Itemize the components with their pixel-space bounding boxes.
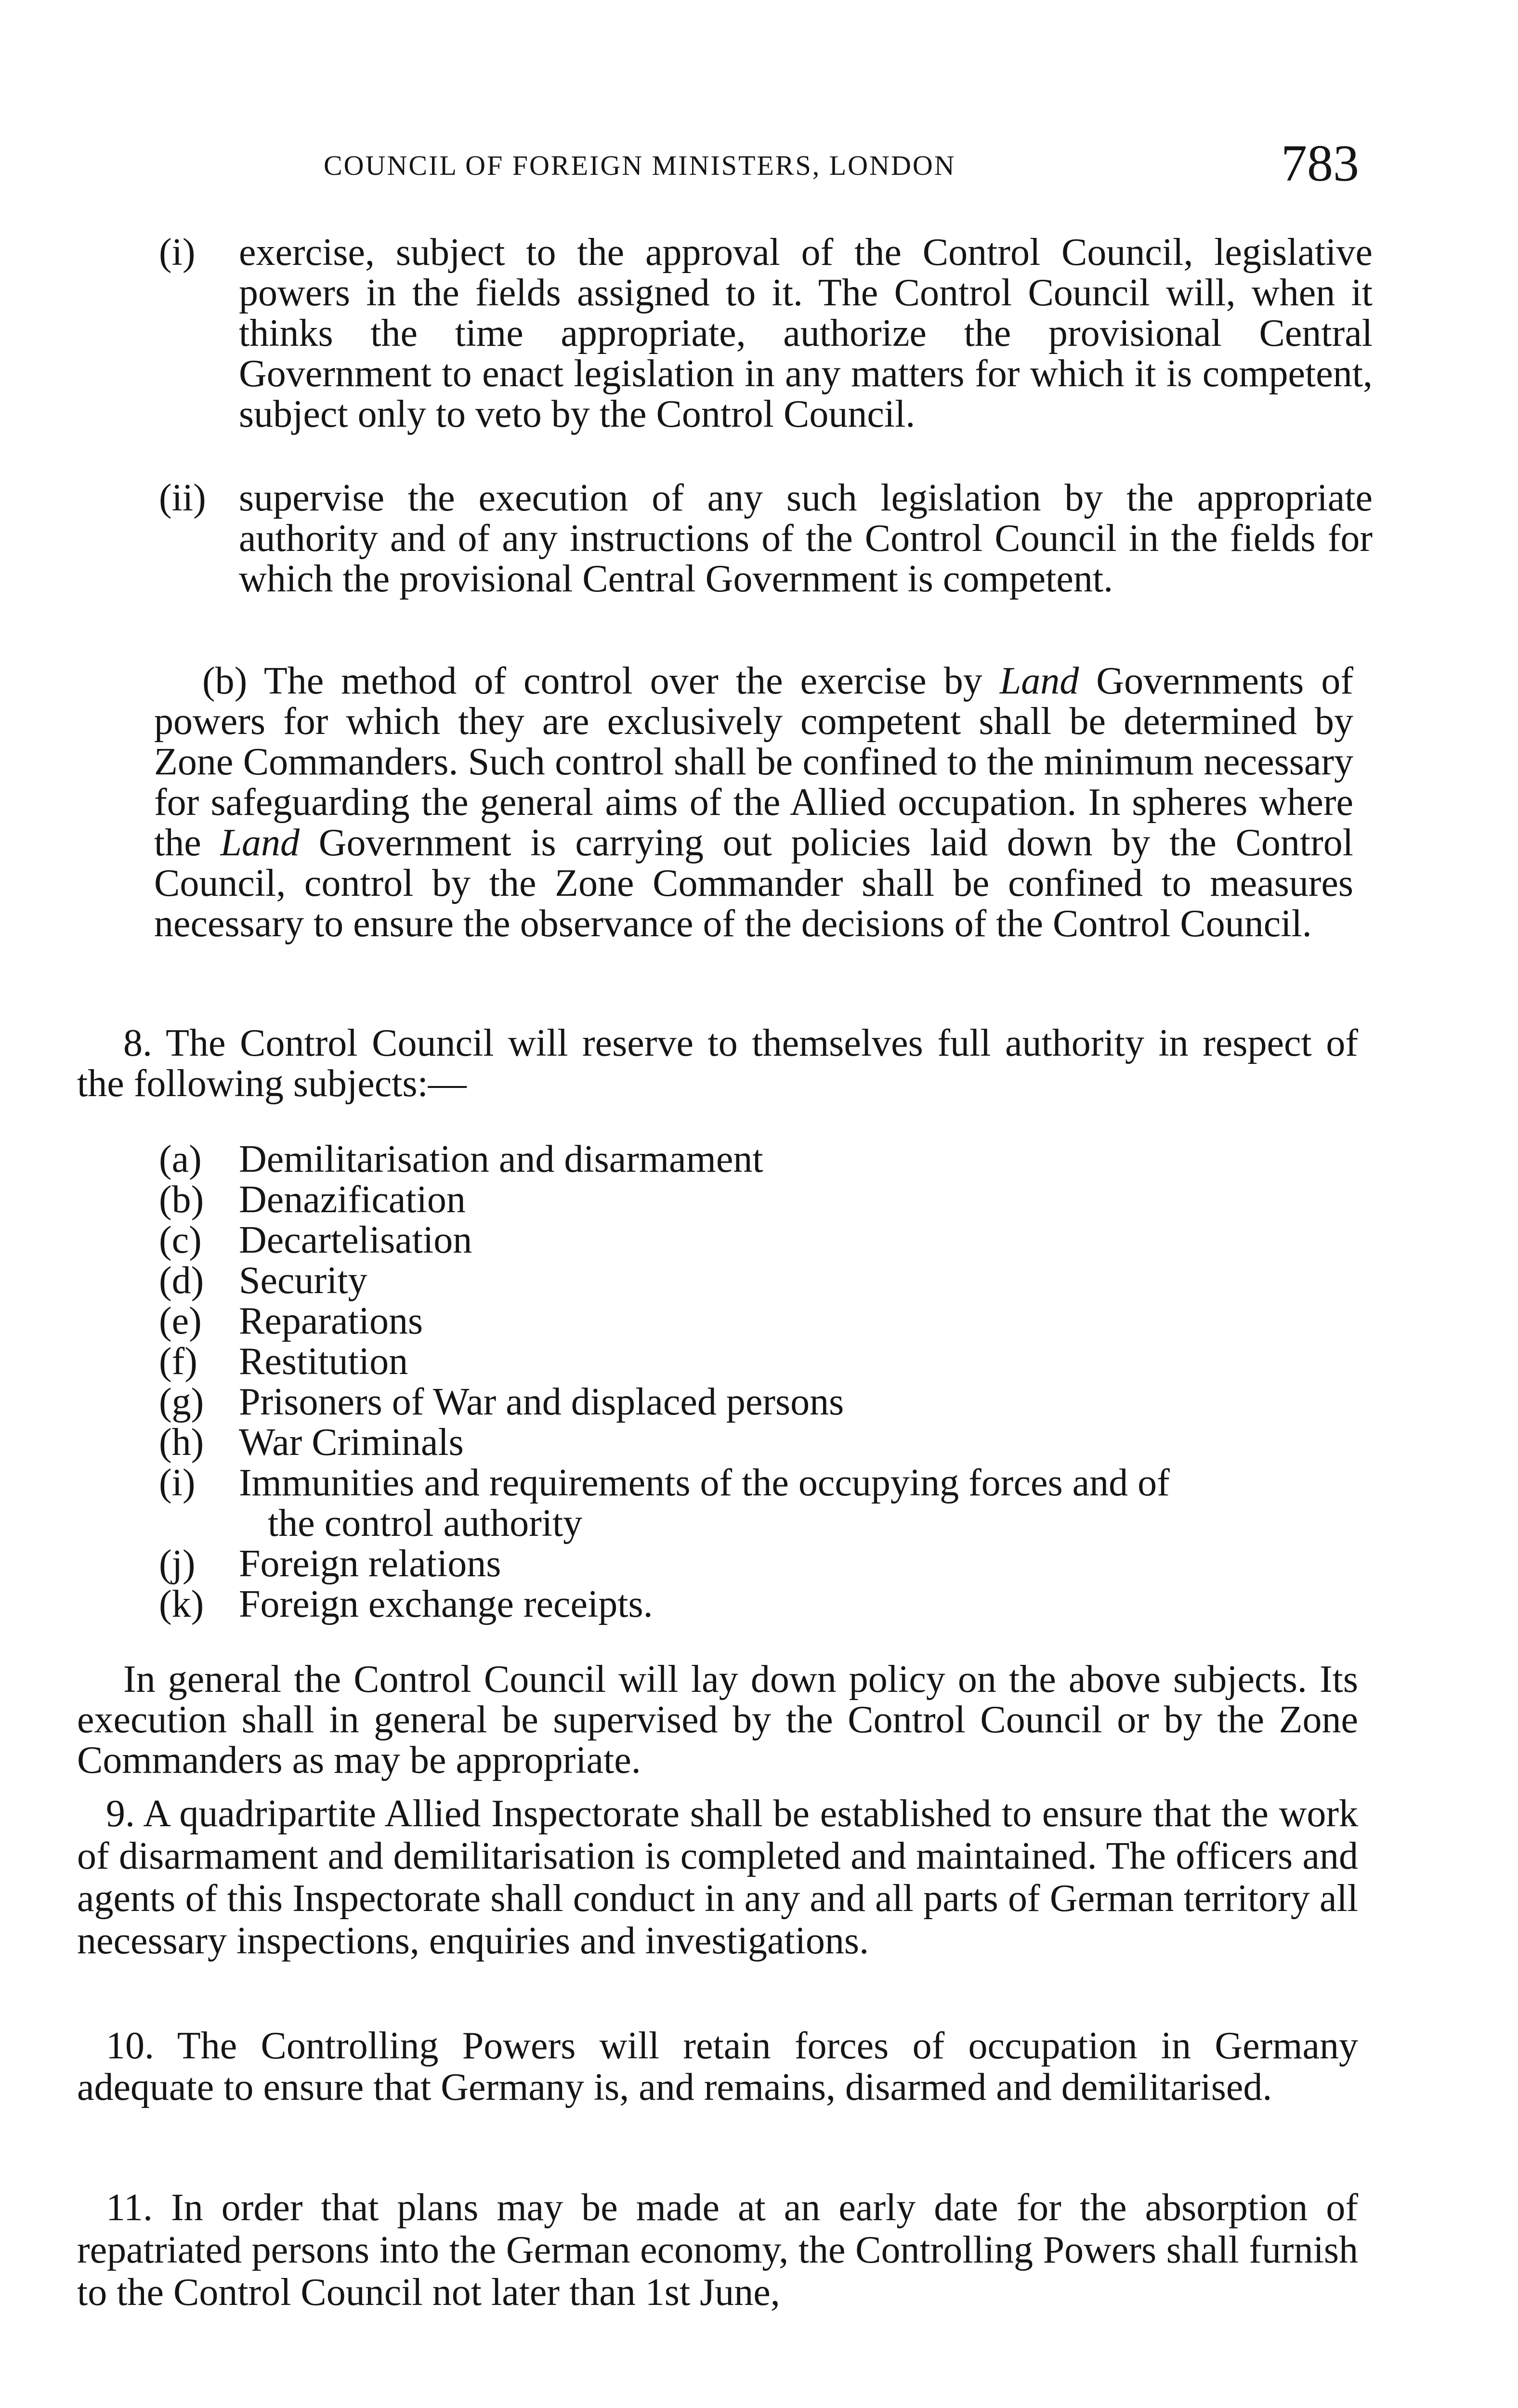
list-item: (c) Decartelisation: [159, 1219, 472, 1261]
list-item: (a) Demilitarisation and disarmament: [159, 1138, 763, 1180]
paragraph-8: 8. The Control Council will reserve to themselves full authority in respect of the following subjects:—: [77, 1022, 1358, 1105]
subjects-list: [159, 1139, 1363, 1624]
clause-ii-label: (ii): [159, 477, 206, 519]
clause-i-text: exercise, subject to the approval of the Control Council, legislative powers in the fields assigned to it. The Control Council will, when it thinks the time appropriate, authorize the provisional Central Government to enact legislation in any matters for which it is competent, subject only to veto by the Control Council.: [239, 231, 1373, 435]
list-item: (d) Security: [159, 1259, 367, 1302]
list-item: (f) Restitution: [159, 1340, 408, 1383]
land-term: Land: [220, 822, 300, 864]
paragraph-10: 10. The Controlling Powers will retain forces of occupation in Germany adequate to ensure that Germany is, and remains, disarmed and demilitarised.: [77, 2025, 1358, 2108]
list-item: (k) Foreign exchange receipts.: [159, 1583, 653, 1625]
list-item: (j) Foreign relations: [159, 1543, 501, 1585]
list-item: (g) Prisoners of War and displaced persons: [159, 1381, 844, 1423]
list-item: (e) Reparations: [159, 1300, 423, 1342]
clause-i: [159, 232, 1373, 434]
page-number: 783: [1281, 135, 1359, 192]
paragraph-11: 11. In order that plans may be made at an early date for the absorption of repatriated persons into the German economy, the Controlling Powers shall furnish to the Control Council not later than 1st June,: [77, 2186, 1358, 2314]
paragraph-b-label: (b): [202, 660, 248, 702]
running-head: COUNCIL OF FOREIGN MINISTERS, LONDON: [324, 150, 956, 181]
clause-i-label: (i): [159, 231, 196, 274]
clause-ii: [159, 478, 1373, 599]
land-term: Land: [999, 660, 1079, 702]
list-item: (i) Immunities and requirements of the occupying forces and of the control authority: [159, 1462, 1170, 1544]
paragraph-b: (b) The method of control over the exercise by Land Governments of powers for which they are exclusively competent shall be determined by Zone Commanders. Such control shall be confined to the minimum necessary for safeguarding the general aims of the Allied occupation. In spheres where the Land Government is carrying out policies laid down by the Control Council, control by the Zone Commander shall be confined to measures necessary to ensure the observance of the decisions of the Control Council.: [154, 660, 1354, 945]
clause-ii-text: supervise the execution of any such legislation by the appropriate authority and of any instructions of the Control Council in the fields for which the provisional Central Government is competent.: [239, 477, 1373, 600]
list-item: (h) War Criminals: [159, 1421, 464, 1464]
paragraph-9: 9. A quadripartite Allied Inspectorate shall be established to ensure that the work of disarmament and demilitarisation is completed and maintained. The officers and agents of this Inspectorate shall conduct in any and all parts of German territory all necessary inspections, enquiries and investigations.: [77, 1793, 1358, 1962]
list-item: (b) Denazification: [159, 1178, 466, 1221]
page-header: [0, 135, 1518, 197]
paragraph-general: In general the Control Council will lay down policy on the above subjects. Its execution shall in general be supervised by the Control Council or by the Zone Commanders as may be appropriate.: [77, 1658, 1358, 1781]
